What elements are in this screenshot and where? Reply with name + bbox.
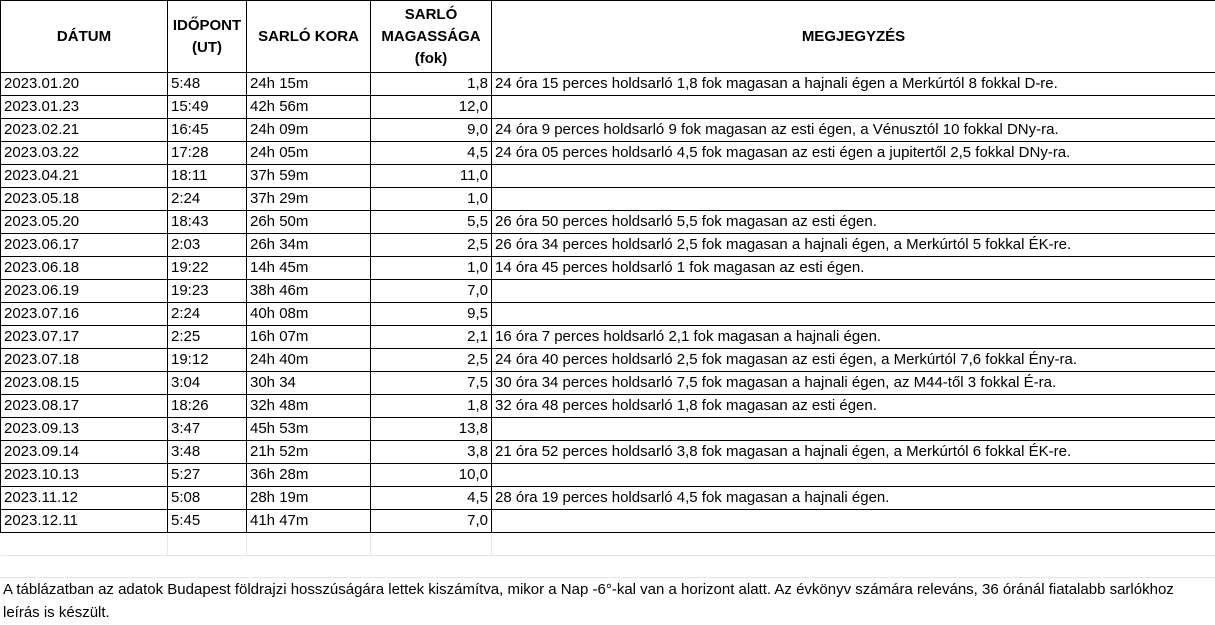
date-cell[interactable]: 2023.11.12 <box>1 487 168 510</box>
age-cell[interactable]: 32h 48m <box>247 395 371 418</box>
altitude-cell[interactable]: 9,0 <box>371 119 492 142</box>
time-cell[interactable]: 5:45 <box>168 510 247 533</box>
age-cell[interactable]: 24h 40m <box>247 349 371 372</box>
time-cell[interactable]: 2:03 <box>168 234 247 257</box>
date-cell[interactable]: 2023.05.18 <box>1 188 168 211</box>
table-row <box>1 464 1215 487</box>
footnote: A táblázatban az adatok Budapest földrajzi hosszúságára lettek kiszámítva, mikor a Nap -6°-kal van a horizont alatt. Az évkönyv számára releváns, 36 óránál fiatalabb sarlókhoz leírás is készült. <box>0 577 1215 624</box>
date-cell[interactable]: 2023.03.22 <box>1 142 168 165</box>
altitude-cell[interactable]: 2,5 <box>371 349 492 372</box>
table-row <box>1 372 1215 395</box>
empty-cell[interactable] <box>168 533 247 556</box>
header-row <box>1 1 1215 73</box>
note-cell[interactable] <box>492 165 1215 188</box>
table-row <box>1 119 1215 142</box>
date-cell[interactable]: 2023.02.21 <box>1 119 168 142</box>
empty-row <box>1 533 1215 556</box>
empty-cell[interactable] <box>492 533 1215 556</box>
note-cell[interactable]: 26 óra 50 perces holdsarló 5,5 fok magasan az esti égen. <box>492 211 1215 234</box>
age-cell[interactable]: 14h 45m <box>247 257 371 280</box>
age-cell[interactable]: 37h 29m <box>247 188 371 211</box>
time-cell[interactable]: 16:45 <box>168 119 247 142</box>
note-cell[interactable]: 30 óra 34 perces holdsarló 7,5 fok magasan a hajnali égen, az M44-től 3 fokkal É-ra. <box>492 372 1215 395</box>
date-cell[interactable]: 2023.12.11 <box>1 510 168 533</box>
date-cell[interactable]: 2023.07.18 <box>1 349 168 372</box>
date-cell[interactable]: 2023.10.13 <box>1 464 168 487</box>
empty-cell[interactable] <box>371 533 492 556</box>
date-cell[interactable]: 2023.04.21 <box>1 165 168 188</box>
time-cell[interactable]: 5:48 <box>168 73 247 96</box>
table-row <box>1 142 1215 165</box>
table-row <box>1 441 1215 464</box>
altitude-cell[interactable]: 2,1 <box>371 326 492 349</box>
table-row <box>1 487 1215 510</box>
empty-cell[interactable] <box>1 533 168 556</box>
altitude-cell[interactable]: 9,5 <box>371 303 492 326</box>
empty-cell[interactable] <box>247 533 371 556</box>
age-cell[interactable]: 24h 05m <box>247 142 371 165</box>
note-cell[interactable]: 24 óra 05 perces holdsarló 4,5 fok magasan az esti égen a jupitertől 2,5 fokkal DNy-ra. <box>492 142 1215 165</box>
table-row <box>1 257 1215 280</box>
note-cell[interactable]: 26 óra 34 perces holdsarló 2,5 fok magasan a hajnali égen, a Merkúrtól 5 fokkal ÉK-re. <box>492 234 1215 257</box>
note-cell[interactable] <box>492 96 1215 119</box>
age-cell[interactable]: 28h 19m <box>247 487 371 510</box>
age-cell[interactable]: 24h 15m <box>247 73 371 96</box>
time-cell[interactable]: 19:12 <box>168 349 247 372</box>
time-cell[interactable]: 19:22 <box>168 257 247 280</box>
altitude-cell[interactable]: 4,5 <box>371 487 492 510</box>
header-megjegyzes[interactable]: MEGJEGYZÉS <box>492 1 1215 73</box>
date-cell[interactable]: 2023.09.13 <box>1 418 168 441</box>
age-cell[interactable]: 21h 52m <box>247 441 371 464</box>
table-row <box>1 510 1215 533</box>
table-row <box>1 73 1215 96</box>
note-cell[interactable] <box>492 510 1215 533</box>
time-cell[interactable]: 2:24 <box>168 188 247 211</box>
note-cell[interactable]: 28 óra 19 perces holdsarló 4,5 fok magasan a hajnali égen. <box>492 487 1215 510</box>
age-cell[interactable]: 41h 47m <box>247 510 371 533</box>
age-cell[interactable]: 24h 09m <box>247 119 371 142</box>
note-cell[interactable] <box>492 303 1215 326</box>
time-cell[interactable]: 3:47 <box>168 418 247 441</box>
time-cell[interactable]: 18:43 <box>168 211 247 234</box>
altitude-cell[interactable]: 7,5 <box>371 372 492 395</box>
date-cell[interactable]: 2023.08.15 <box>1 372 168 395</box>
note-cell[interactable] <box>492 188 1215 211</box>
age-cell[interactable]: 45h 53m <box>247 418 371 441</box>
date-cell[interactable]: 2023.07.16 <box>1 303 168 326</box>
table-row <box>1 165 1215 188</box>
altitude-cell[interactable]: 1,8 <box>371 73 492 96</box>
note-cell[interactable]: 14 óra 45 perces holdsarló 1 fok magasan az esti égen. <box>492 257 1215 280</box>
altitude-cell[interactable]: 7,0 <box>371 510 492 533</box>
note-cell[interactable]: 32 óra 48 perces holdsarló 1,8 fok magasan az esti égen. <box>492 395 1215 418</box>
date-cell[interactable]: 2023.06.19 <box>1 280 168 303</box>
note-cell[interactable]: 24 óra 40 perces holdsarló 2,5 fok magasan az esti égen, a Merkúrtól 7,6 fokkal Ény-ra. <box>492 349 1215 372</box>
altitude-cell[interactable]: 7,0 <box>371 280 492 303</box>
note-cell[interactable]: 21 óra 52 perces holdsarló 3,8 fok magasan a hajnali égen, a Merkúrtól 6 fokkal ÉK-re. <box>492 441 1215 464</box>
table-row <box>1 280 1215 303</box>
date-cell[interactable]: 2023.07.17 <box>1 326 168 349</box>
altitude-cell[interactable]: 5,5 <box>371 211 492 234</box>
age-cell[interactable]: 38h 46m <box>247 280 371 303</box>
date-cell[interactable]: 2023.09.14 <box>1 441 168 464</box>
altitude-cell[interactable]: 3,8 <box>371 441 492 464</box>
date-cell[interactable]: 2023.06.18 <box>1 257 168 280</box>
time-cell[interactable]: 2:24 <box>168 303 247 326</box>
time-cell[interactable]: 18:26 <box>168 395 247 418</box>
note-cell[interactable] <box>492 464 1215 487</box>
altitude-cell[interactable]: 1,0 <box>371 188 492 211</box>
altitude-cell[interactable]: 13,8 <box>371 418 492 441</box>
table-row <box>1 349 1215 372</box>
age-cell[interactable]: 36h 28m <box>247 464 371 487</box>
time-cell[interactable]: 15:49 <box>168 96 247 119</box>
note-cell[interactable] <box>492 418 1215 441</box>
date-cell[interactable]: 2023.01.20 <box>1 73 168 96</box>
time-cell[interactable]: 5:08 <box>168 487 247 510</box>
age-cell[interactable]: 42h 56m <box>247 96 371 119</box>
time-cell[interactable]: 2:25 <box>168 326 247 349</box>
age-cell[interactable]: 30h 34 <box>247 372 371 395</box>
altitude-cell[interactable]: 12,0 <box>371 96 492 119</box>
header-kor[interactable]: SARLÓ KORA <box>247 1 371 73</box>
time-cell[interactable]: 3:04 <box>168 372 247 395</box>
table-row <box>1 326 1215 349</box>
altitude-cell[interactable]: 10,0 <box>371 464 492 487</box>
table-row <box>1 395 1215 418</box>
table-row <box>1 418 1215 441</box>
time-cell[interactable]: 17:28 <box>168 142 247 165</box>
table-row <box>1 211 1215 234</box>
table-row <box>1 96 1215 119</box>
header-datum[interactable]: DÁTUM <box>1 1 168 73</box>
time-cell[interactable]: 19:23 <box>168 280 247 303</box>
note-cell[interactable]: 24 óra 15 perces holdsarló 1,8 fok magasan a hajnali égen a Merkúrtól 8 fokkal D-re. <box>492 73 1215 96</box>
header-idopont[interactable]: IDŐPONT (UT) <box>168 1 247 73</box>
altitude-cell[interactable]: 4,5 <box>371 142 492 165</box>
header-magassag[interactable]: SARLÓ MAGASSÁGA (fok) <box>371 1 492 73</box>
time-cell[interactable]: 18:11 <box>168 165 247 188</box>
date-cell[interactable]: 2023.01.23 <box>1 96 168 119</box>
date-cell[interactable]: 2023.08.17 <box>1 395 168 418</box>
note-cell[interactable]: 16 óra 7 perces holdsarló 2,1 fok magasan a hajnali égen. <box>492 326 1215 349</box>
date-cell[interactable]: 2023.05.20 <box>1 211 168 234</box>
altitude-cell[interactable]: 1,0 <box>371 257 492 280</box>
age-cell[interactable]: 26h 34m <box>247 234 371 257</box>
note-cell[interactable] <box>492 280 1215 303</box>
time-cell[interactable]: 5:27 <box>168 464 247 487</box>
altitude-cell[interactable]: 1,8 <box>371 395 492 418</box>
altitude-cell[interactable]: 2,5 <box>371 234 492 257</box>
note-cell[interactable]: 24 óra 9 perces holdsarló 9 fok magasan az esti égen, a Vénusztól 10 fokkal DNy-ra. <box>492 119 1215 142</box>
age-cell[interactable]: 16h 07m <box>247 326 371 349</box>
table-row <box>1 188 1215 211</box>
date-cell[interactable]: 2023.06.17 <box>1 234 168 257</box>
table-row <box>1 234 1215 257</box>
altitude-cell[interactable]: 11,0 <box>371 165 492 188</box>
age-cell[interactable]: 40h 08m <box>247 303 371 326</box>
age-cell[interactable]: 26h 50m <box>247 211 371 234</box>
age-cell[interactable]: 37h 59m <box>247 165 371 188</box>
time-cell[interactable]: 3:48 <box>168 441 247 464</box>
table-row <box>1 303 1215 326</box>
